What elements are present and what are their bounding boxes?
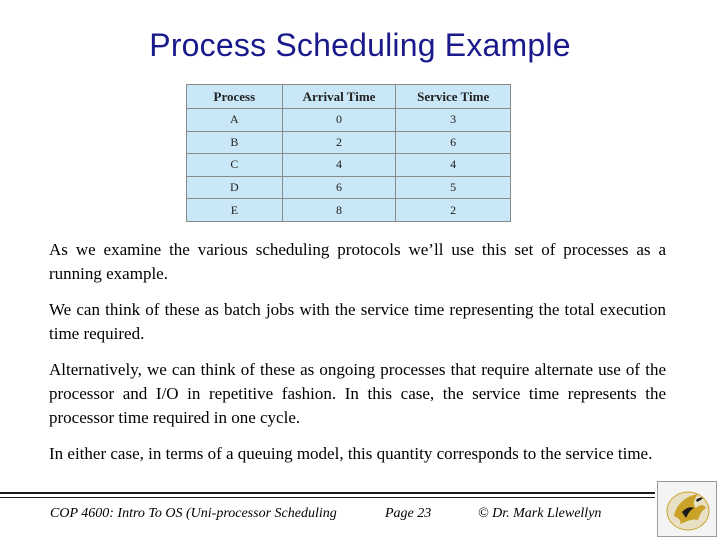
cell-process: B	[187, 131, 283, 154]
cell-process: E	[187, 199, 283, 222]
footer-author: © Dr. Mark Llewellyn	[478, 506, 602, 521]
cell-process: A	[187, 109, 283, 132]
paragraph-running-example: As we examine the various scheduling protocols we’ll use this set of processes as a running example.	[49, 240, 666, 283]
footer-divider	[0, 492, 655, 494]
cell-service: 6	[396, 131, 511, 154]
paragraph-batch-jobs: We can think of these as batch jobs with the service time representing the total execution time required.	[49, 300, 666, 343]
cell-service: 2	[396, 199, 511, 222]
cell-service: 3	[396, 109, 511, 132]
footer-page-number: Page 23	[385, 506, 432, 521]
slide-title: Process Scheduling Example	[149, 27, 571, 63]
table-row	[187, 176, 511, 199]
process-table	[186, 84, 511, 222]
cell-arrival: 2	[282, 131, 396, 154]
paragraph-ongoing-processes: Alternatively, we can think of these as ongoing processes that require alternate use of the processor and I/O in repetitive fashion. In this case, the service time represents the processor time required in one cycle.	[49, 360, 666, 427]
table-row	[187, 199, 511, 222]
cell-process: D	[187, 176, 283, 199]
header-process: Process	[187, 85, 283, 109]
cell-process: C	[187, 154, 283, 177]
footer-course: COP 4600: Intro To OS (Uni-processor Scheduling	[50, 506, 337, 521]
cell-service: 4	[396, 154, 511, 177]
cell-arrival: 6	[282, 176, 396, 199]
cell-arrival: 0	[282, 109, 396, 132]
header-arrival-time: Arrival Time	[282, 85, 396, 109]
cell-arrival: 8	[282, 199, 396, 222]
ucf-pegasus-logo-icon	[657, 481, 717, 537]
table-header-row	[187, 85, 511, 109]
cell-service: 5	[396, 176, 511, 199]
table-row	[187, 154, 511, 177]
header-service-time: Service Time	[396, 85, 511, 109]
table-row	[187, 131, 511, 154]
table-row	[187, 109, 511, 132]
cell-arrival: 4	[282, 154, 396, 177]
footer-divider-thin	[0, 497, 655, 498]
paragraph-queuing-model: In either case, in terms of a queuing model, this quantity corresponds to the service time.	[49, 444, 653, 463]
